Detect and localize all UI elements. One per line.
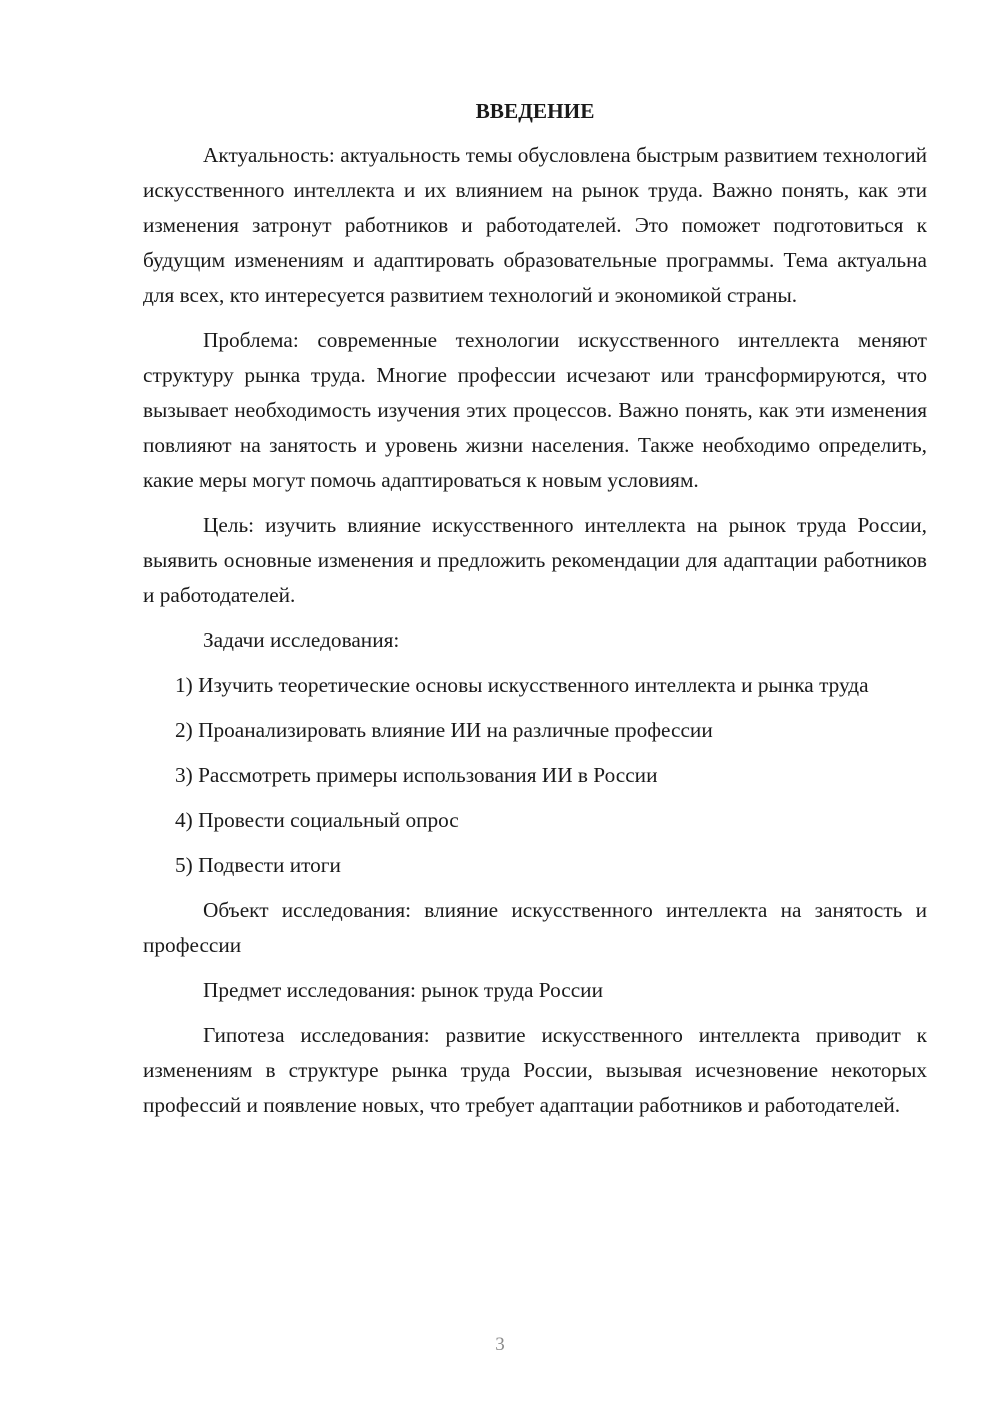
problem-paragraph: Проблема: современные технологии искусственного интеллекта меняют структуру рынка труда. Многие профессии исчезают или трансформируются, что вызывает необходимость изучения этих процессов. Важно понять, как эти изменения повлияют на занятость и уровень жизни населения. Также необходимо определить, какие меры могут помочь адаптироваться к новым условиям. (143, 328, 927, 492)
page-title: ВВЕДЕНИЕ (475, 99, 595, 123)
document-page (143, 94, 927, 1133)
task-item: 5) Подвести итоги (175, 853, 341, 877)
object-paragraph: Объект исследования: влияние искусственного интеллекта на занятость и профессии (143, 898, 927, 957)
goal-paragraph: Цель: изучить влияние искусственного интеллекта на рынок труда России, выявить основные изменения и предложить рекомендации для адаптации работников и работодателей. (143, 513, 927, 607)
tasks-heading: Задачи исследования: (203, 628, 400, 652)
task-item: 1) Изучить теоретические основы искусственного интеллекта и рынка труда (175, 673, 869, 697)
task-item: 4) Провести социальный опрос (175, 808, 459, 832)
relevance-paragraph: Актуальность: актуальность темы обусловлена быстрым развитием технологий искусственного интеллекта и их влиянием на рынок труда. Важно понять, как эти изменения затронут работников и работодателей. Это поможет подготовиться к будущим изменениям и адаптировать образовательные программы. Тема актуальна для всех, кто интересуется развитием технологий и экономикой страны. (143, 143, 927, 307)
page-number: 3 (495, 1334, 505, 1355)
task-item: 2) Проанализировать влияние ИИ на различные профессии (175, 718, 713, 742)
task-item: 3) Рассмотреть примеры использования ИИ в России (175, 763, 658, 787)
hypothesis-paragraph: Гипотеза исследования: развитие искусственного интеллекта приводит к изменениям в структуре рынка труда России, вызывая исчезновение некоторых профессий и появление новых, что требует адаптации работников и работодателей. (143, 1023, 927, 1117)
subject-paragraph: Предмет исследования: рынок труда России (203, 978, 603, 1002)
